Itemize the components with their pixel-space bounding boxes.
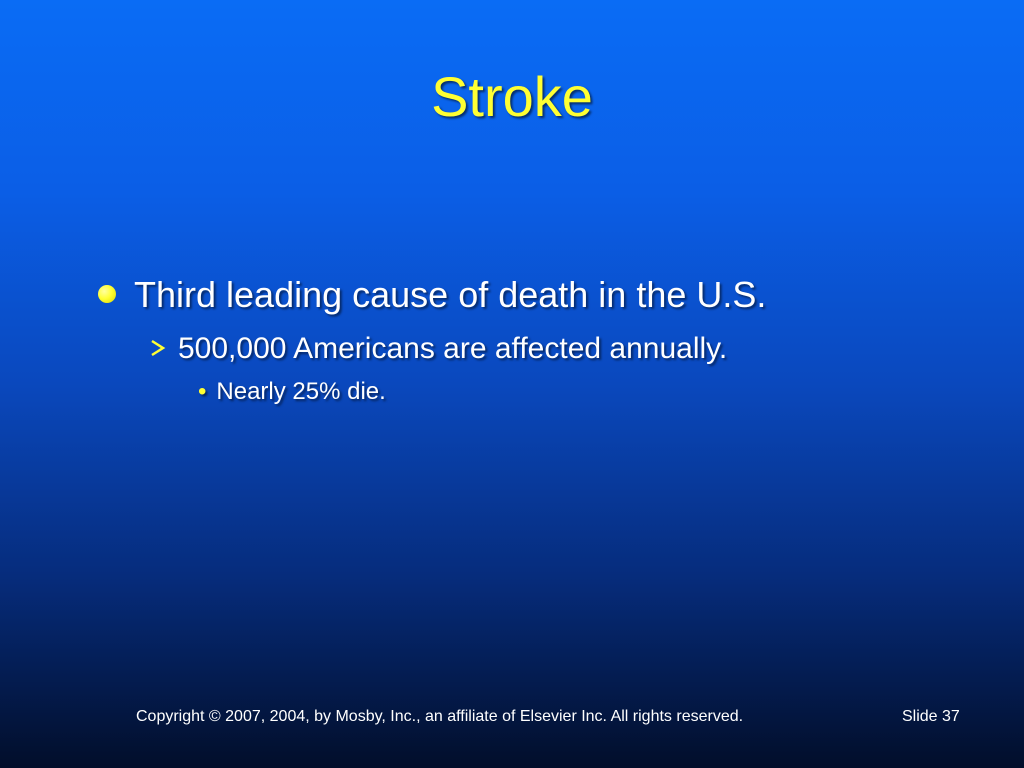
bullet-text: Nearly 25% die. [216,378,386,405]
filled-circle-bullet-icon [98,285,116,303]
bullet-text: 500,000 Americans are affected annually. [178,332,728,365]
slide-title: Stroke [431,65,593,128]
small-dot-bullet-icon: • [198,378,207,405]
bullet-level-2 [150,330,727,369]
bullet-level-3 [198,376,386,408]
arrow-bullet-icon [150,329,166,367]
slide-number: Slide 37 [902,708,960,725]
copyright-text: Copyright © 2007, 2004, by Mosby, Inc., an affiliate of Elsevier Inc. All rights reserved. [136,708,744,725]
bullet-level-1 [98,272,766,318]
bullet-text: Third leading cause of death in the U.S. [134,274,767,315]
